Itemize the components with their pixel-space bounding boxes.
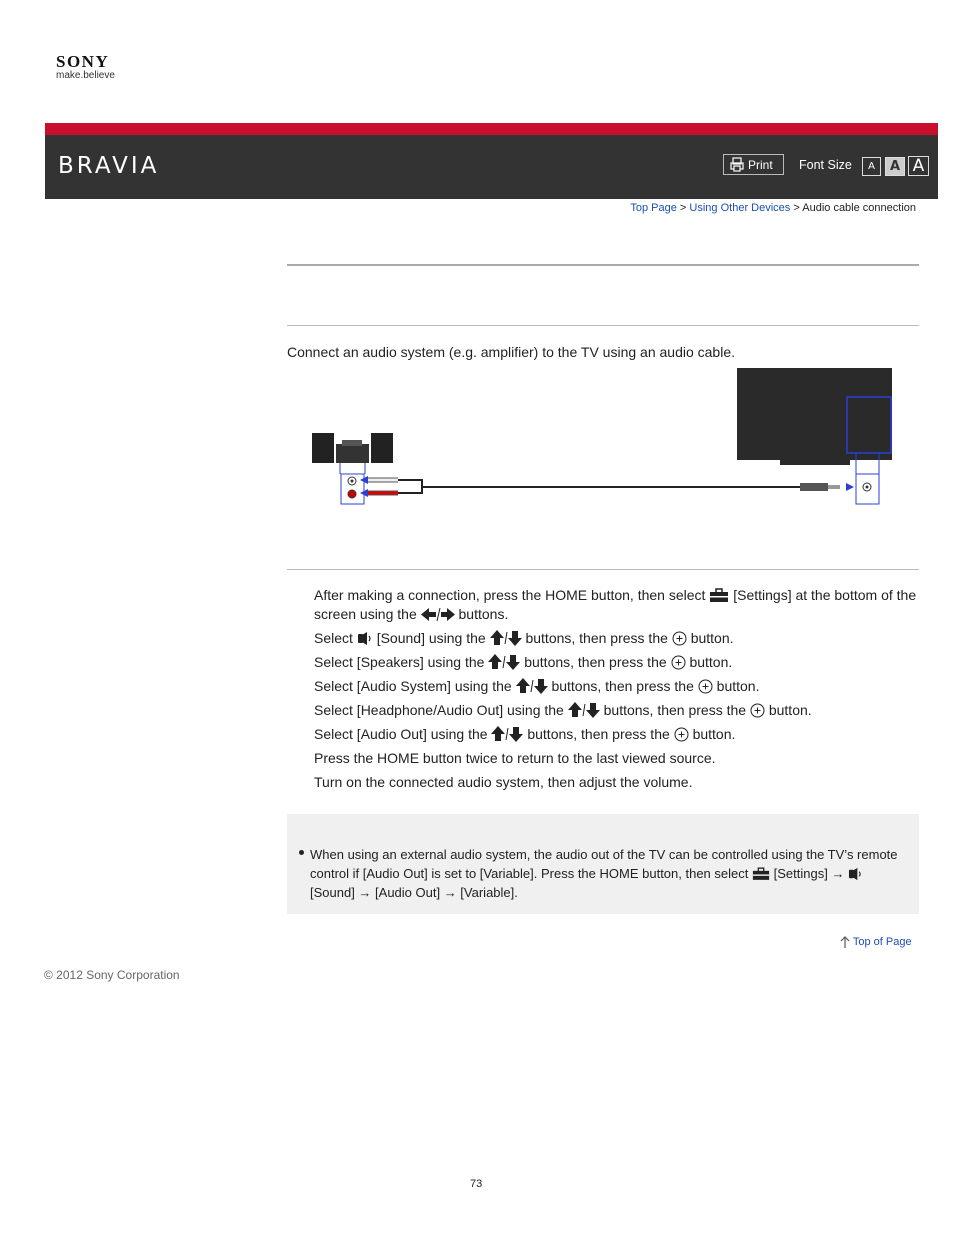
arrow-left-right-icon bbox=[421, 607, 455, 622]
toolbox-icon bbox=[752, 867, 770, 881]
note-box bbox=[287, 814, 919, 914]
step-5-text-a: Select [Headphone/Audio Out] using the bbox=[314, 702, 564, 718]
brand-name: SONY bbox=[56, 52, 110, 71]
font-size-label: Font Size bbox=[799, 158, 852, 172]
connection-diagram bbox=[310, 366, 894, 508]
arrow-up-down-icon bbox=[516, 678, 548, 694]
note-text-d: [Sound] → [Audio Out] → [Variable]. bbox=[310, 885, 518, 900]
arrow-up-down-icon bbox=[568, 702, 600, 718]
page-number: 73 bbox=[470, 1178, 483, 1190]
intro-text: Connect an audio system (e.g. amplifier) to the TV using an audio cable. bbox=[287, 344, 735, 360]
breadcrumb-top-page[interactable]: Top Page bbox=[630, 202, 677, 214]
note-text-c: → bbox=[831, 866, 845, 881]
header-accent-bar bbox=[45, 123, 938, 135]
step-2-text-d: button. bbox=[690, 630, 734, 646]
step-7: Press the HOME button twice to return to the last viewed source. bbox=[314, 750, 716, 766]
step-1-text-c: buttons. bbox=[458, 606, 509, 622]
top-of-page-link[interactable] bbox=[840, 936, 912, 948]
step-1 bbox=[314, 586, 918, 624]
print-icon bbox=[730, 157, 744, 172]
breadcrumb-separator: > bbox=[793, 202, 800, 214]
sound-icon bbox=[848, 867, 863, 881]
enter-button-icon bbox=[750, 703, 765, 718]
product-title: BRAVIA bbox=[58, 153, 160, 179]
step-4-text-a: Select [Audio System] using the bbox=[314, 678, 512, 694]
note-text bbox=[310, 845, 910, 902]
breadcrumb-separator: > bbox=[679, 202, 687, 214]
step-3 bbox=[314, 653, 918, 672]
step-3-text-a: Select [Speakers] using the bbox=[314, 654, 485, 670]
breadcrumb bbox=[630, 202, 916, 214]
enter-button-icon bbox=[698, 679, 713, 694]
step-2-text-a: Select bbox=[314, 630, 353, 646]
step-2 bbox=[314, 629, 918, 648]
arrow-up-down-icon bbox=[488, 654, 520, 670]
arrow-up-down-icon bbox=[491, 726, 523, 742]
step-2-text-b: [Sound] using the bbox=[376, 630, 486, 646]
step-1-text-a: After making a connection, press the HOME button, then select bbox=[314, 587, 706, 603]
arrow-up-down-icon bbox=[490, 630, 522, 646]
print-label: Print bbox=[748, 157, 773, 172]
brand-tagline: make.believe bbox=[56, 70, 115, 81]
step-6-text-b: buttons, then press the bbox=[527, 726, 670, 742]
step-6-text-c: button. bbox=[692, 726, 736, 742]
header-bar bbox=[45, 123, 938, 199]
note-text-b: [Settings] bbox=[773, 866, 828, 881]
sound-icon bbox=[357, 631, 373, 646]
enter-button-icon bbox=[674, 727, 689, 742]
step-3-text-b: buttons, then press the bbox=[524, 654, 667, 670]
step-6-text-a: Select [Audio Out] using the bbox=[314, 726, 488, 742]
font-size-large-button[interactable]: A bbox=[908, 156, 929, 176]
step-6 bbox=[314, 725, 918, 744]
step-5-text-c: button. bbox=[768, 702, 812, 718]
print-button[interactable] bbox=[723, 154, 784, 175]
step-4 bbox=[314, 677, 918, 696]
arrow-up-icon bbox=[840, 936, 850, 948]
step-8: Turn on the connected audio system, then adjust the volume. bbox=[314, 774, 693, 790]
sony-logo bbox=[56, 52, 115, 81]
step-3-text-c: button. bbox=[689, 654, 733, 670]
note-bullet bbox=[299, 850, 304, 855]
steps-list bbox=[314, 586, 918, 797]
font-size-small-button[interactable]: A bbox=[862, 157, 881, 176]
step-2-text-c: buttons, then press the bbox=[525, 630, 668, 646]
title-divider-bottom bbox=[287, 325, 919, 326]
breadcrumb-current: Audio cable connection bbox=[802, 202, 916, 214]
font-size-medium-button[interactable]: A bbox=[885, 157, 905, 176]
enter-button-icon bbox=[671, 655, 686, 670]
step-5-text-b: buttons, then press the bbox=[603, 702, 747, 718]
step-5 bbox=[314, 701, 918, 720]
step-4-text-b: buttons, then press the bbox=[551, 678, 694, 694]
steps-divider bbox=[287, 569, 919, 570]
toolbox-icon bbox=[709, 588, 729, 603]
title-divider-top bbox=[287, 264, 919, 266]
breadcrumb-using-other-devices[interactable]: Using Other Devices bbox=[689, 202, 791, 214]
note-text-a: When using an external audio system, the audio out of the TV can be controlled using the TV’s remote control if [Audio Out] is set to [Variable]. Press the HOME button, then select bbox=[310, 847, 898, 881]
copyright: © 2012 Sony Corporation bbox=[44, 968, 180, 982]
enter-button-icon bbox=[672, 631, 687, 646]
top-of-page-label[interactable]: Top of Page bbox=[852, 936, 912, 948]
step-1-text-b: [Settings] at the bottom of the screen using the bbox=[314, 587, 917, 622]
step-4-text-c: button. bbox=[716, 678, 760, 694]
